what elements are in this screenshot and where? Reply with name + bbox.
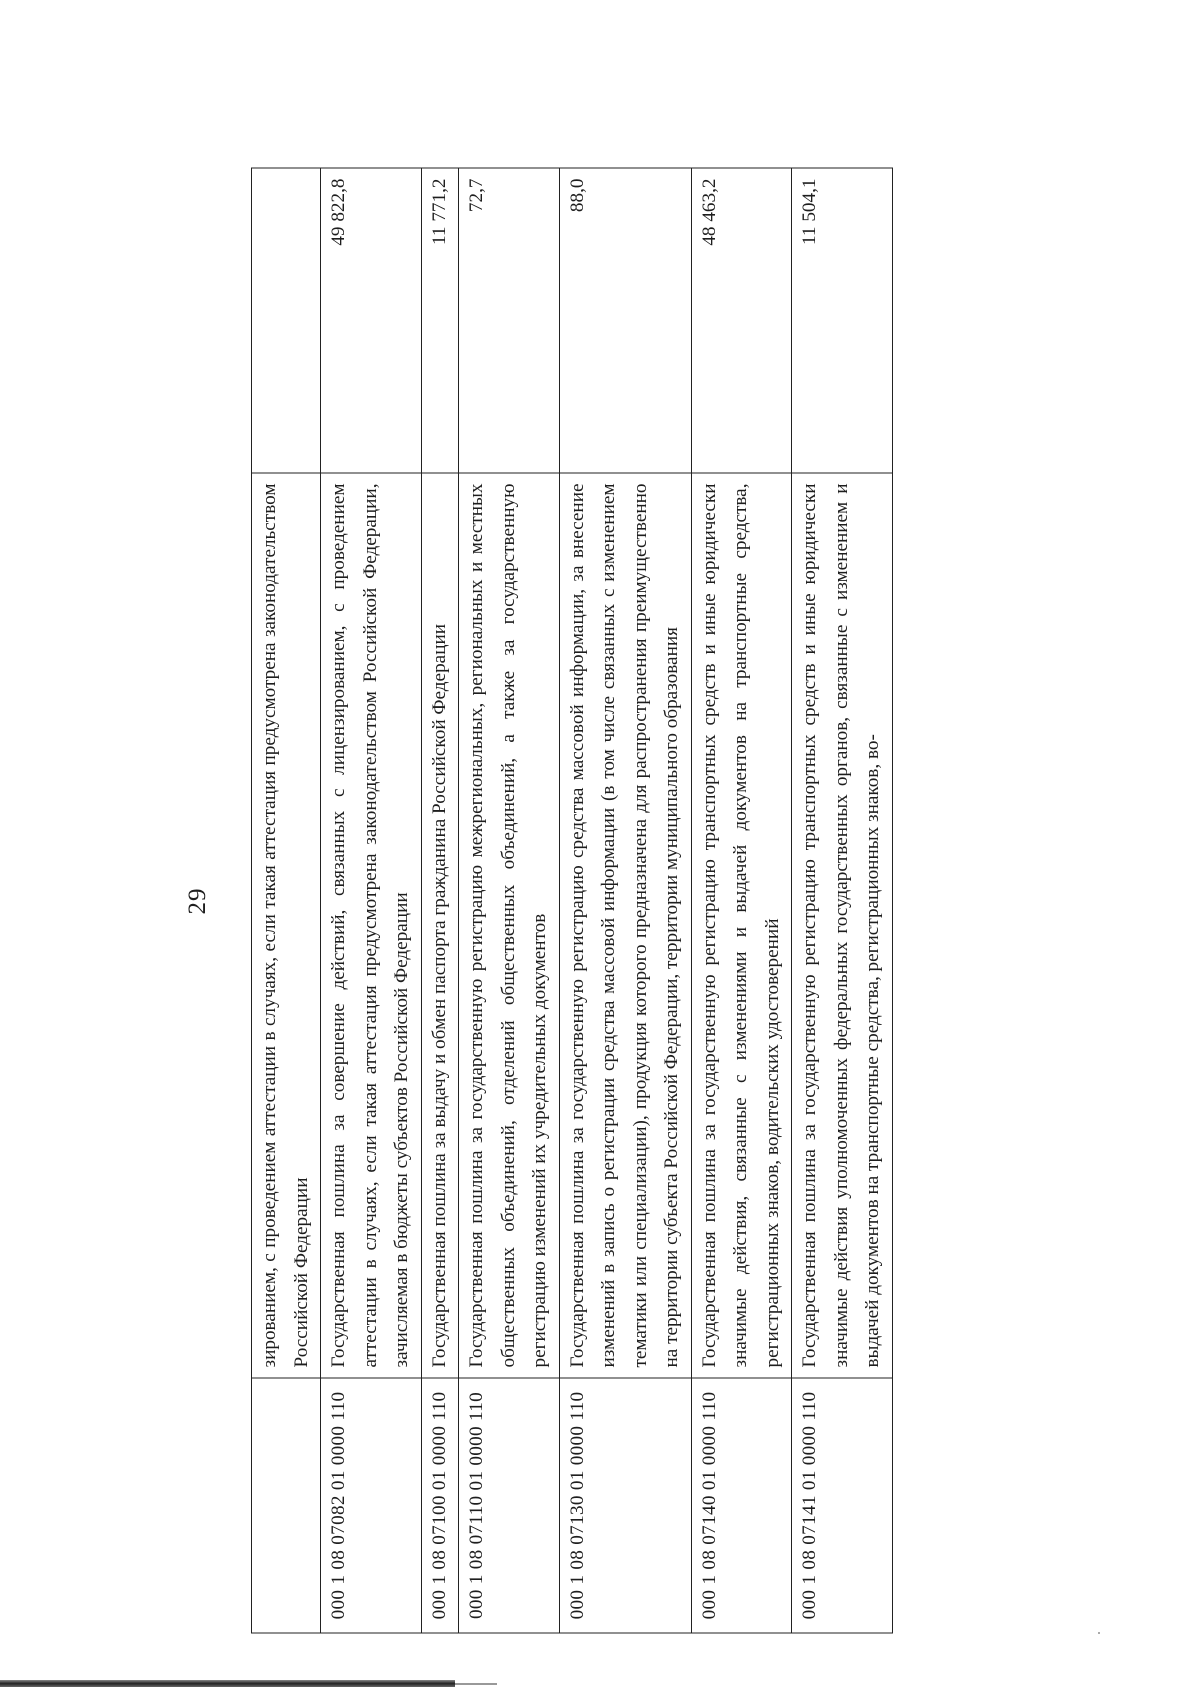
revenue-name-cell: Государственная пошлина за государственную регистрацию транспортных средств и иные юридически значимые действия, связанные с изменениями и выдачей документов на транспортные средства, регистрационных знаков, водительских удостоверений <box>691 473 792 1378</box>
revenue-name-cell: Государственная пошлина за совершение действий, связанных с лицензированием, с проведением аттестации в случаях, если такая аттестация предусмотрена законодательством Российской Федерации, зачисляемая в бюджеты субъектов Российской Федерации <box>321 473 422 1378</box>
revenue-name-cell: Государственная пошлина за государственную регистрацию средства массовой информации, за внесение изменений в запись о регистрации средства массовой информации (в том числе связанных с изменением тематики или специализации), продукция которого предназначена для распространения преимущественно на территории субъекта Российской Федерации, территории муниципального образования <box>559 473 691 1378</box>
revenue-name-cell: зированием, с проведением аттестации в случаях, если такая аттестация предусмотрена законодательством Российской Федерации <box>252 473 321 1378</box>
amount-cell: 11 771,2 <box>421 168 459 473</box>
scan-edge-line <box>0 1680 455 1687</box>
table-row <box>321 168 422 1633</box>
rotated-content <box>150 169 1150 1634</box>
table-row <box>421 168 459 1633</box>
revenue-name-cell: Государственная пошлина за государственную регистрацию транспортных средств и иные юридически значимые действия уполномоченных федеральных государственных органов, связанные с изменением и выдачей документов на транспортные средства, регистрационных знаков, во- <box>792 473 893 1378</box>
revenue-name-cell: Государственная пошлина за государственную регистрацию межрегиональных, региональных и местных общественных объединений, отделений общественных объединений, а также за государственную регистрацию изменений их учредительных документов <box>459 473 560 1378</box>
table-row <box>691 168 792 1633</box>
budget-code-cell: 000 1 08 07100 01 0000 110 <box>421 1378 459 1633</box>
amount-cell: 72,7 <box>459 168 560 473</box>
budget-code-cell: 000 1 08 07082 01 0000 110 <box>321 1378 422 1633</box>
budget-code-cell: 000 1 08 07141 01 0000 110 <box>792 1378 893 1633</box>
budget-code-cell: 000 1 08 07140 01 0000 110 <box>691 1378 792 1633</box>
amount-cell <box>252 168 321 473</box>
table-row <box>252 168 321 1633</box>
amount-cell: 11 504,1 <box>792 168 893 473</box>
amount-cell: 88,0 <box>559 168 691 473</box>
budget-code-cell: 000 1 08 07110 01 0000 110 <box>459 1378 560 1633</box>
table-row <box>559 168 691 1633</box>
page-number: 29 <box>184 887 211 915</box>
scan-edge-line-thin <box>455 1683 497 1685</box>
scan-speck <box>1098 1632 1100 1634</box>
amount-cell: 49 822,8 <box>321 168 422 473</box>
budget-code-cell <box>252 1378 321 1633</box>
table-row <box>792 168 893 1633</box>
budget-code-cell: 000 1 08 07130 01 0000 110 <box>559 1378 691 1633</box>
table-row <box>459 168 560 1633</box>
budget-revenue-table <box>251 168 893 1634</box>
revenue-name-cell: Государственная пошлина за выдачу и обмен паспорта гражданина Российской Федерации <box>421 473 459 1378</box>
amount-cell: 48 463,2 <box>691 168 792 473</box>
